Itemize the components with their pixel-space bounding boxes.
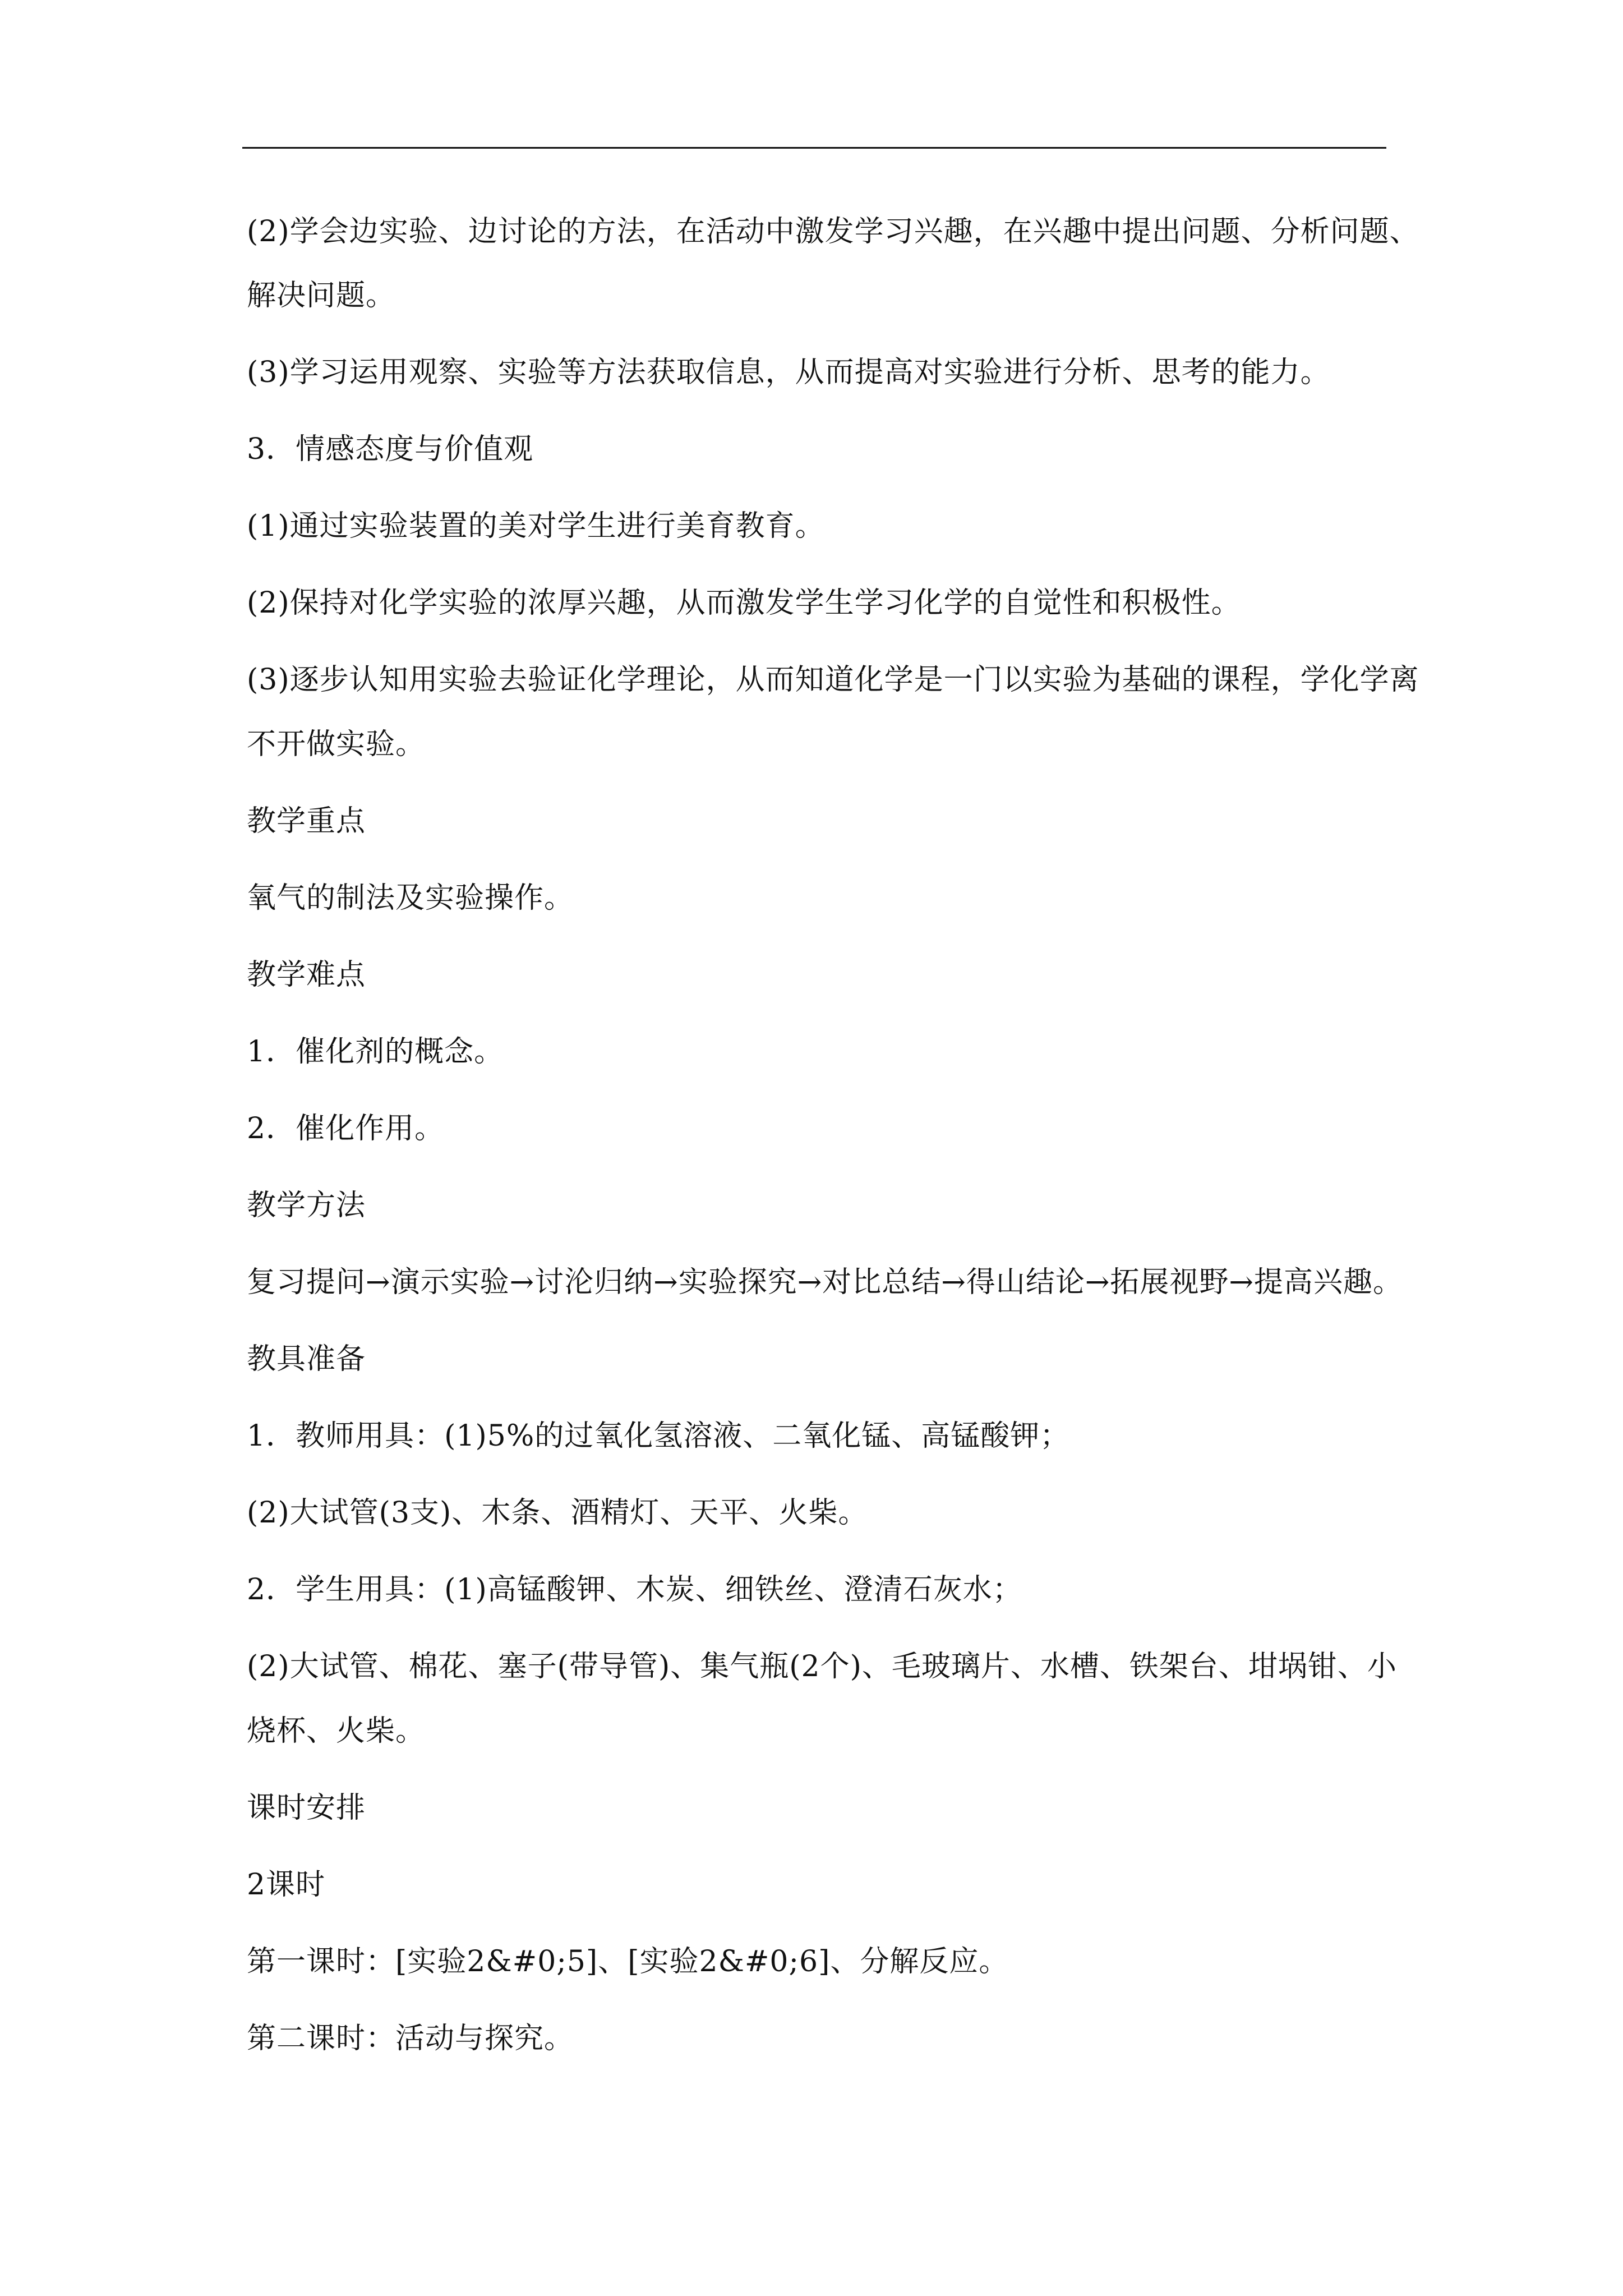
- teacher-tools-line-1: 1．教师用具：(1)5%的过氧化氢溶液、二氧化锰、高锰酸钾；: [247, 1419, 1070, 1453]
- heading-teaching-focus: 教学重点: [247, 804, 366, 838]
- difficulty-item-1: 1．催化剂的概念。: [247, 1035, 504, 1069]
- student-tools-line-3: 烧杯、火柴。: [247, 1714, 426, 1748]
- heading-schedule: 课时安排: [247, 1791, 366, 1825]
- emotion-item-3-line-2: 不开做实验。: [247, 728, 426, 761]
- emotion-item-1: (1)通过实验装置的美对学生进行美育教育。: [247, 509, 825, 543]
- header-rule: [242, 147, 1386, 149]
- objective-2-line-2: 解决问题。: [247, 279, 396, 312]
- objective-3: (3)学习运用观察、实验等方法获取信息，从而提高对实验进行分析、思考的能力。: [247, 356, 1330, 389]
- teaching-focus-text: 氧气的制法及实验操作。: [247, 881, 574, 915]
- schedule-lesson-2: 第二课时：活动与探究。: [247, 2022, 574, 2055]
- teacher-tools-line-2: (2)大试管(3支)、木条、酒精灯、天平、火柴。: [247, 1496, 868, 1530]
- heading-teaching-difficulty: 教学难点: [247, 958, 366, 992]
- heading-teaching-aids: 教具准备: [247, 1342, 366, 1376]
- student-tools-line-1: 2．学生用具：(1)高锰酸钾、木炭、细铁丝、澄清石灰水；: [247, 1573, 1022, 1607]
- section-emotion-attitude: 3．情感态度与价值观: [247, 432, 534, 466]
- heading-teaching-method: 教学方法: [247, 1189, 366, 1222]
- emotion-item-3-line-1: (3)逐步认知用实验去验证化学理论，从而知道化学是一门以实验为基础的课程，学化学离: [247, 663, 1419, 697]
- schedule-total: 2课时: [247, 1868, 326, 1902]
- teaching-method-text: 复习提问→演示实验→讨沦归纳→实验探究→对比总结→得山结论→拓展视野→提高兴趣。: [247, 1266, 1403, 1299]
- schedule-lesson-1: 第一课时：[实验2&#0;5]、[实验2&#0;6]、分解反应。: [247, 1945, 1009, 1978]
- emotion-item-2: (2)保持对化学实验的浓厚兴趣，从而激发学生学习化学的自觉性和积极性。: [247, 586, 1241, 620]
- difficulty-item-2: 2．催化作用。: [247, 1112, 445, 1145]
- student-tools-line-2: (2)大试管、棉花、塞子(带导管)、集气瓶(2个)、毛玻璃片、水槽、铁架台、坩埚钳、小: [247, 1650, 1397, 1683]
- objective-2-line-1: (2)学会边实验、边讨论的方法，在活动中激发学习兴趣，在兴趣中提出问题、分析问题、: [247, 215, 1419, 249]
